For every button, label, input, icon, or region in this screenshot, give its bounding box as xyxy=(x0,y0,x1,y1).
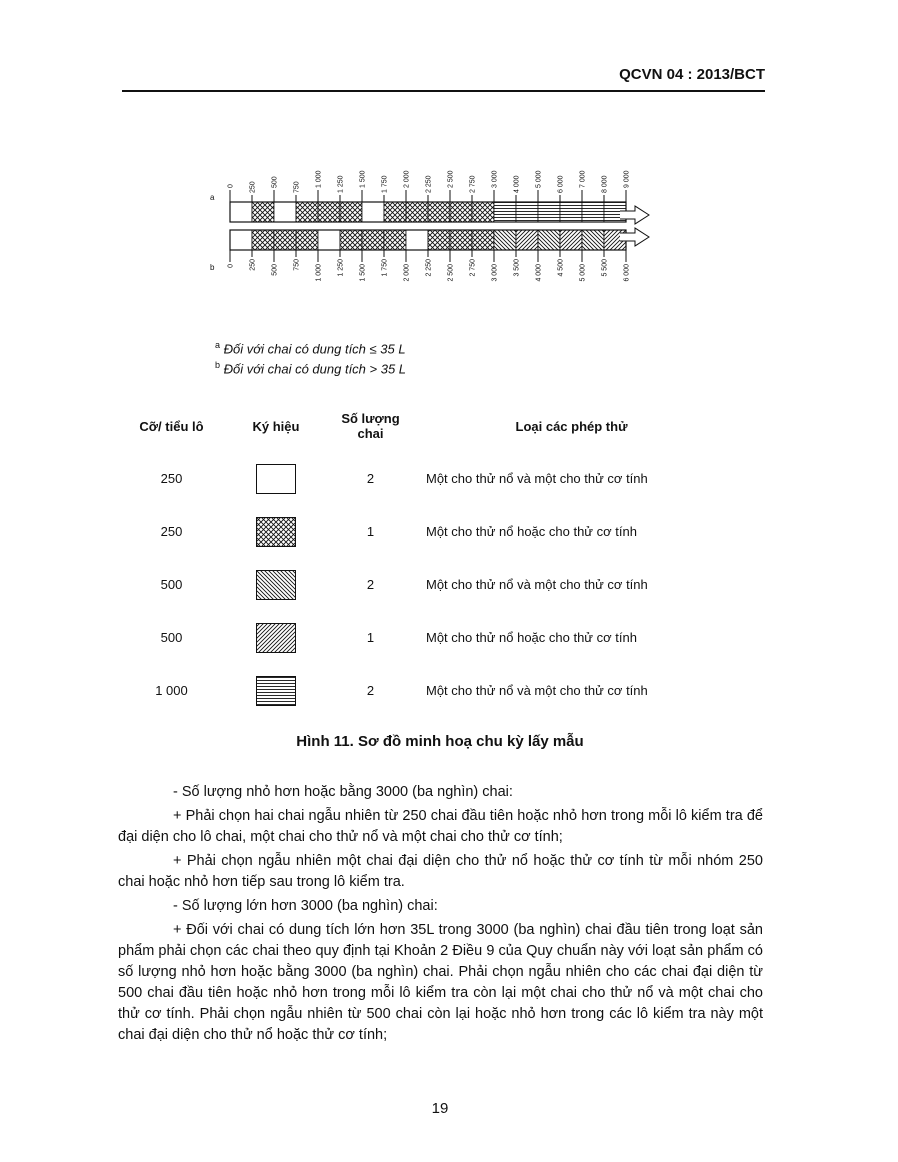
legend-type: Một cho thử nổ và một cho thử cơ tính xyxy=(426,471,648,486)
legend-qty: 1 xyxy=(366,630,375,645)
legend-size: 1 000 xyxy=(155,683,188,698)
row-b-tick-label: 500 xyxy=(271,264,279,276)
sampling-diagram xyxy=(200,120,670,320)
row-b-segment xyxy=(582,230,604,250)
row-b-segment xyxy=(406,230,428,250)
legend-qty: 2 xyxy=(366,471,375,486)
row-b-tick-label: 0 xyxy=(227,264,235,268)
legend-size: 250 xyxy=(160,471,183,486)
legend-row xyxy=(118,505,718,558)
legend-row xyxy=(118,452,718,505)
row-b-segment xyxy=(450,230,472,250)
row-b-segment xyxy=(428,230,450,250)
row-b-tick-label: 2 500 xyxy=(447,264,455,282)
legend-symbol xyxy=(225,452,327,505)
row-a-tick-label: 4 000 xyxy=(513,175,521,193)
row-b-segment xyxy=(274,230,296,250)
paragraph: + Đối với chai có dung tích lớn hơn 35L trong 3000 (ba nghìn) chai đầu tiên trong loạt sản phẩm phải chọn các chai theo quy định tại Khoản 2 Điều 9 của Quy chuẩn này với loạt sản phẩm có số lượng nhỏ hơn hoặc bằng 3000 (ba nghìn) chai. Phải chọn ngẫu nhiên cho các chai đại diện từ 500 chai đầu tiên hoặc nhỏ hơn trong mỗi lô kiểm tra còn lại một chai cho thử nổ và một chai cho thử cơ tính. Phải chọn ngẫu nhiên từ 500 chai còn lại hoặc nhỏ hơn trong các lô kiểm tra này một chai đại diện cho thử nổ hoặc thử cơ tính; xyxy=(118,922,763,1043)
row-b-segment xyxy=(318,230,340,250)
legend-pattern-blank xyxy=(256,464,296,494)
header-type: Loại các phép thử xyxy=(515,418,628,434)
legend-qty: 2 xyxy=(366,577,375,592)
row-b-tick-label: 4 500 xyxy=(557,259,565,277)
row-a-segment xyxy=(582,202,604,222)
legend-type: Một cho thử nổ và một cho thử cơ tính xyxy=(426,683,648,698)
figure-caption: Hình 11. Sơ đồ minh hoạ chu kỳ lấy mẫu xyxy=(296,733,584,750)
legend-size: 250 xyxy=(160,524,183,539)
row-b-tick-label: 5 000 xyxy=(579,264,587,282)
legend-symbol xyxy=(225,611,327,664)
paragraph: - Số lượng nhỏ hơn hoặc bằng 3000 (ba nghìn) chai: xyxy=(173,784,513,800)
row-a-segment xyxy=(296,202,318,222)
row-b-marker: b xyxy=(210,263,215,272)
row-b-segment xyxy=(472,230,494,250)
row-a-segment xyxy=(406,202,428,222)
row-a-tick-label: 750 xyxy=(293,181,301,193)
row-b-tick-label: 2 750 xyxy=(469,259,477,277)
row-a-segment xyxy=(516,202,538,222)
legend-pattern-diag xyxy=(256,570,296,600)
row-b-segment xyxy=(538,230,560,250)
row-b-segment xyxy=(516,230,538,250)
header-size: Cỡ/ tiểu lô xyxy=(139,418,204,434)
diagram-row-a xyxy=(210,170,631,222)
row-b-segment xyxy=(296,230,318,250)
row-b-tick-label: 2 250 xyxy=(425,259,433,277)
diagram-row-b xyxy=(210,230,631,282)
legend-table xyxy=(118,400,718,717)
row-a-tick-label: 7 000 xyxy=(579,170,587,188)
diagram-notes xyxy=(215,335,406,375)
row-a-segment xyxy=(494,202,516,222)
legend-symbol xyxy=(225,558,327,611)
row-a-segment xyxy=(560,202,582,222)
legend-size: 500 xyxy=(160,630,183,645)
legend-qty: 2 xyxy=(366,683,375,698)
paragraph: + Phải chọn ngẫu nhiên một chai đại diện cho thử nổ hoặc thử cơ tính từ mỗi nhóm 250 chai hoặc nhỏ hơn tiếp sau trong lô kiểm tra. xyxy=(118,853,763,890)
row-a-segment xyxy=(252,202,274,222)
row-a-tick-label: 6 000 xyxy=(557,175,565,193)
header-rule xyxy=(122,90,765,92)
paragraph: - Số lượng lớn hơn 3000 (ba nghìn) chai: xyxy=(173,898,438,914)
row-a-tick-label: 2 250 xyxy=(425,175,433,193)
row-a-tick-label: 5 000 xyxy=(535,170,543,188)
row-b-tick-label: 250 xyxy=(249,259,257,271)
row-b-tick-label: 5 500 xyxy=(601,259,609,277)
legend-pattern-cross xyxy=(256,517,296,547)
row-a-segment xyxy=(230,202,252,222)
legend-type: Một cho thử nổ và một cho thử cơ tính xyxy=(426,577,648,592)
legend-pattern-diag2 xyxy=(256,623,296,653)
body-text xyxy=(118,782,763,1049)
row-b-segment xyxy=(252,230,274,250)
row-b-tick-label: 1 750 xyxy=(381,259,389,277)
row-a-tick-label: 250 xyxy=(249,181,257,193)
row-b-tick-label: 6 000 xyxy=(623,264,631,282)
row-a-segment xyxy=(274,202,296,222)
row-a-segment xyxy=(340,202,362,222)
row-a-segment xyxy=(384,202,406,222)
legend-symbol xyxy=(225,664,327,717)
legend-type: Một cho thử nổ hoặc cho thử cơ tính xyxy=(426,630,637,645)
row-a-tick-label: 9 000 xyxy=(623,170,631,188)
row-a-tick-label: 3 000 xyxy=(491,170,499,188)
row-a-tick-label: 2 000 xyxy=(403,170,411,188)
legend-header-row xyxy=(118,400,718,452)
note-a: $^a$ Đối với chai có dung tích ≤ 35 L xyxy=(215,340,406,357)
legend-pattern-horiz xyxy=(256,676,296,706)
row-b-segment xyxy=(230,230,252,250)
row-b-tick-label: 1 000 xyxy=(315,264,323,282)
header-qty: Số lượng chai xyxy=(341,411,400,441)
document-code-header: QCVN 04 : 2013/BCT xyxy=(619,66,765,83)
row-b-segment xyxy=(362,230,384,250)
row-a-segment xyxy=(362,202,384,222)
row-b-segment xyxy=(340,230,362,250)
row-b-tick-label: 3 500 xyxy=(513,259,521,277)
header-symbol: Ký hiệu xyxy=(252,418,300,434)
row-b-segment xyxy=(560,230,582,250)
legend-row xyxy=(118,558,718,611)
row-b-segment xyxy=(384,230,406,250)
legend-row xyxy=(118,611,718,664)
row-a-marker: a xyxy=(210,193,215,202)
row-b-tick-label: 750 xyxy=(293,259,301,271)
paragraph: + Phải chọn hai chai ngẫu nhiên từ 250 chai đầu tiên hoặc nhỏ hơn trong mỗi lô kiểm tra để đại diện cho lô chai, một chai cho thử nổ và một chai cho thử cơ tính; xyxy=(118,808,763,845)
row-a-tick-label: 500 xyxy=(271,176,279,188)
row-a-tick-label: 1 750 xyxy=(381,175,389,193)
row-a-segment xyxy=(450,202,472,222)
row-b-tick-label: 3 000 xyxy=(491,264,499,282)
legend-type: Một cho thử nổ hoặc cho thử cơ tính xyxy=(426,524,637,539)
row-b-tick-label: 1 500 xyxy=(359,264,367,282)
row-b-tick-label: 2 000 xyxy=(403,264,411,282)
row-a-tick-label: 8 000 xyxy=(601,175,609,193)
legend-row xyxy=(118,664,718,717)
row-a-segment xyxy=(428,202,450,222)
row-a-segment xyxy=(538,202,560,222)
row-b-segment xyxy=(494,230,516,250)
page-number: 19 xyxy=(431,1100,449,1117)
row-a-segment xyxy=(472,202,494,222)
legend-qty: 1 xyxy=(366,524,375,539)
row-b-tick-label: 4 000 xyxy=(535,264,543,282)
row-b-tick-label: 1 250 xyxy=(337,259,345,277)
row-a-tick-label: 2 750 xyxy=(469,175,477,193)
row-a-tick-label: 0 xyxy=(227,184,235,188)
legend-size: 500 xyxy=(160,577,183,592)
row-a-tick-label: 1 500 xyxy=(359,170,367,188)
note-b: $^b$ Đối với chai có dung tích > 35 L xyxy=(215,360,407,377)
row-a-tick-label: 1 250 xyxy=(337,175,345,193)
row-a-segment xyxy=(318,202,340,222)
row-a-tick-label: 2 500 xyxy=(447,170,455,188)
legend-symbol xyxy=(225,505,327,558)
row-a-tick-label: 1 000 xyxy=(315,170,323,188)
